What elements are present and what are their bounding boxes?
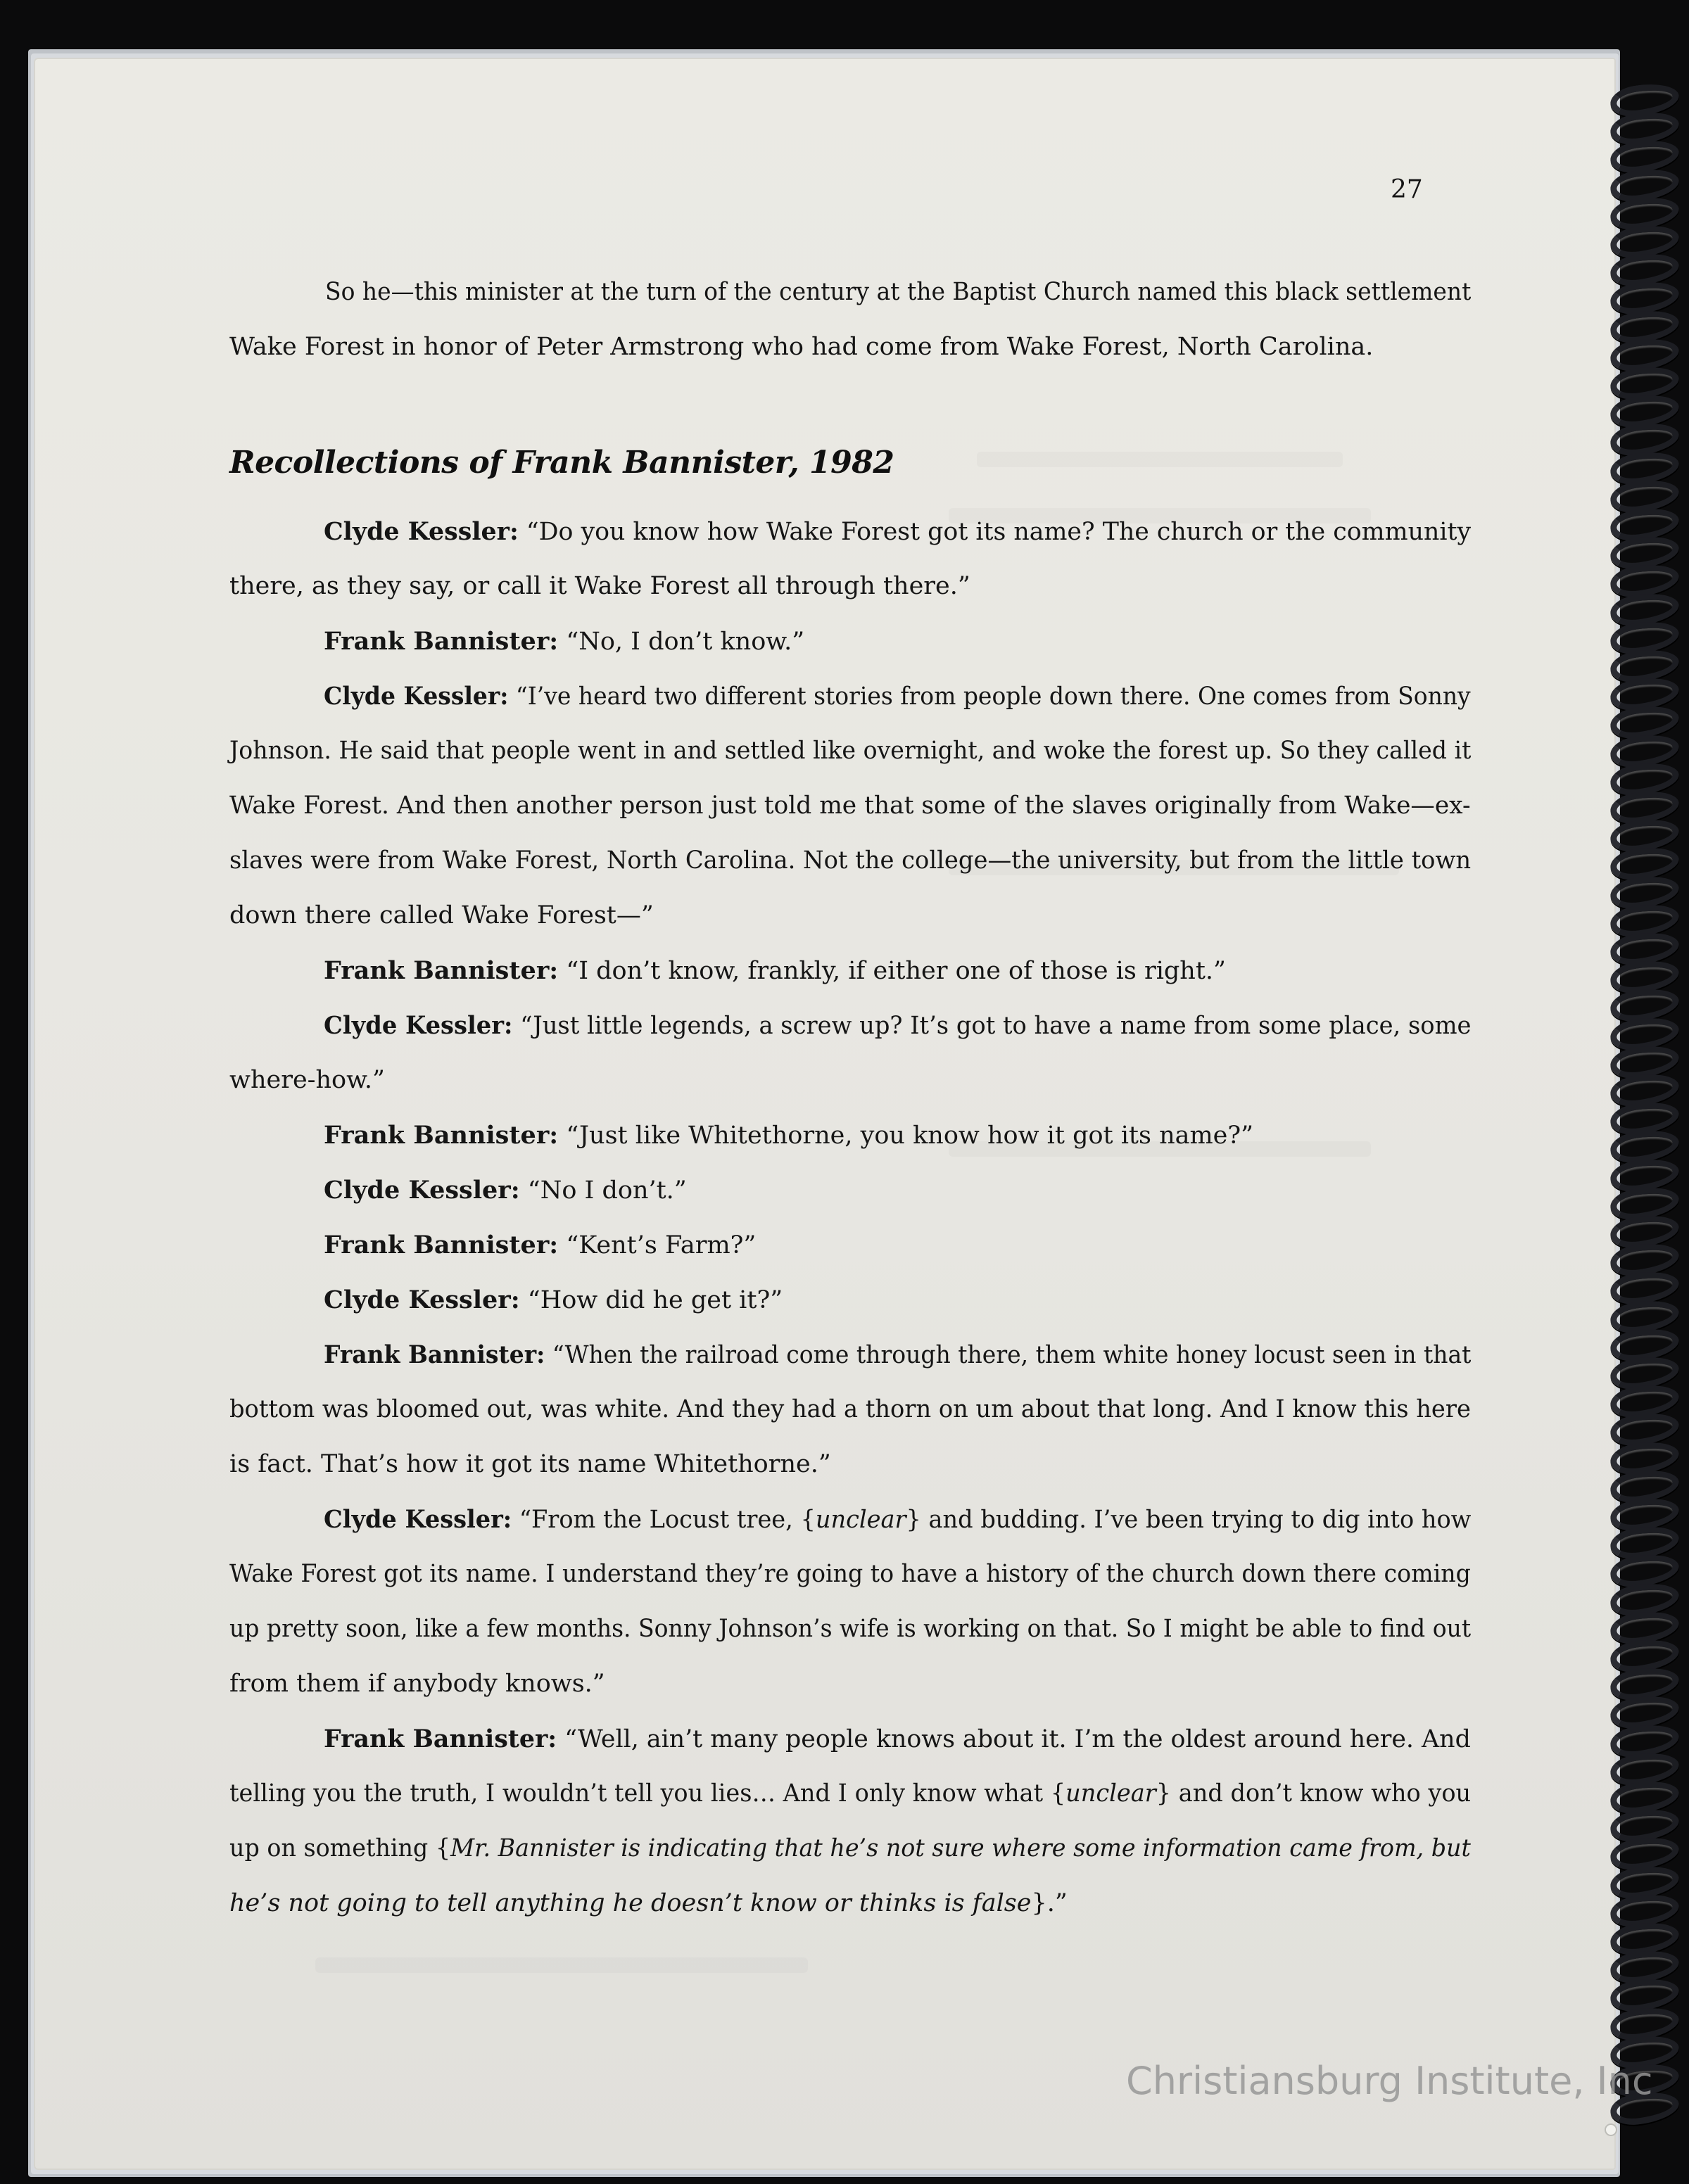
speaker-name: Frank Bannister:: [324, 1340, 545, 1369]
transcript-line: [229, 1562, 1471, 1587]
transcript-turn-line: [324, 958, 1226, 984]
speaker-name: Frank Bannister:: [324, 1725, 557, 1753]
transcript-line: [229, 739, 1471, 763]
transcript-line: [229, 1672, 605, 1696]
transcript-turn-line: [324, 519, 1471, 545]
transcript-turn-line: [324, 684, 1471, 709]
spoken-text: down there called Wake Forest—”: [229, 901, 654, 929]
transcript-line: [229, 1452, 831, 1477]
spoken-text-after: }.”: [1031, 1889, 1068, 1917]
bleed-through: [977, 452, 1343, 467]
speaker-name: Clyde Kessler:: [324, 1176, 520, 1205]
page-number: 27: [1391, 175, 1423, 204]
spoken-text: “Just little legends, a screw up? It’s got to have a name from some place, some: [512, 1012, 1472, 1040]
transcript-line: [229, 574, 970, 599]
spoken-text: there, as they say, or call it Wake Forest all through there.”: [229, 572, 970, 600]
transcript-line: [229, 1891, 1068, 1916]
speaker-name: Frank Bannister:: [324, 1121, 559, 1150]
bleed-through: [315, 1957, 808, 1973]
spoken-text: “I’ve heard two different stories from people down there. One comes from Sonny: [508, 682, 1471, 711]
spoken-text: Wake Forest got its name. I understand they’re going to have a history of the church down there coming: [229, 1560, 1471, 1588]
transcript-line: [229, 1617, 1471, 1642]
spoken-text: slaves were from Wake Forest, North Carolina. Not the college—the university, but from the little town: [229, 846, 1472, 875]
transcript-line: [229, 794, 1471, 818]
transcript-turn-line: [324, 629, 804, 654]
spoken-text: Wake Forest. And then another person just told me that some of the slaves originally from Wake—ex-: [229, 792, 1471, 820]
spoken-text-after: } and budding. I’ve been trying to dig into how: [906, 1506, 1472, 1534]
transcript-line: [229, 903, 654, 928]
section-heading: Recollections of Frank Bannister, 1982: [229, 445, 894, 481]
spoken-text: is fact. That’s how it got its name Whitethorne.”: [229, 1450, 831, 1478]
spoken-text: “Well, ain’t many people knows about it. I’m the oldest around here. And: [557, 1725, 1471, 1753]
intro-line-1: So he—this minister at the turn of the century at the Baptist Church named this black settlement: [325, 278, 1472, 306]
intro-line-2: Wake Forest in honor of Peter Armstrong who had come from Wake Forest, North Carolina.: [229, 333, 1374, 361]
speaker-name: Clyde Kessler:: [324, 1505, 512, 1534]
transcript-turn-line: [324, 1285, 783, 1314]
transcript-turn-line: [324, 1342, 1471, 1368]
transcript-turn-line: [324, 1727, 1471, 1752]
transcript-turn-line: [324, 1013, 1472, 1039]
spoken-text: “Just like Whitethorne, you know how it got its name?”: [558, 1122, 1254, 1150]
spoken-text: “From the Locust tree, {: [512, 1506, 816, 1534]
editorial-note: Mr. Bannister is indicating that he’s not sure where some information came from, but: [450, 1834, 1471, 1862]
spoken-text: up on something {: [229, 1834, 451, 1862]
spoken-text: where-how.”: [229, 1066, 385, 1094]
transcript-line: [229, 1397, 1471, 1422]
spoken-text: “Kent’s Farm?”: [558, 1231, 757, 1259]
speaker-name: Clyde Kessler:: [324, 1011, 513, 1040]
editorial-note: unclear: [1065, 1779, 1156, 1808]
speaker-name: Clyde Kessler:: [324, 517, 519, 546]
transcript-line: [229, 1836, 1471, 1861]
editorial-note: he’s not going to tell anything he doesn’t know or thinks is false: [229, 1889, 1032, 1917]
speaker-name: Clyde Kessler:: [324, 1285, 520, 1314]
transcript-line: [229, 1779, 1472, 1808]
spoken-text: “When the railroad come through there, them white honey locust seen in that: [545, 1341, 1472, 1369]
transcript-line: [229, 846, 1472, 875]
spoken-text: “Do you know how Wake Forest got its name? The church or the community: [518, 518, 1472, 546]
speaker-name: Frank Bannister:: [324, 627, 559, 656]
punch-hole: [1606, 2125, 1616, 2135]
speaker-name: Frank Bannister:: [324, 1231, 559, 1259]
transcript-line: [229, 1068, 385, 1093]
watermark: Christiansburg Institute, Inc: [1126, 2059, 1653, 2103]
spoken-text: from them if anybody knows.”: [229, 1670, 605, 1698]
transcript-turn-line: [324, 1178, 687, 1203]
spiral-binding: [1598, 70, 1689, 2125]
spoken-text: “No I don’t.”: [519, 1176, 687, 1205]
transcript-turn-line: [324, 1123, 1253, 1148]
transcript-turn-line: [324, 1507, 1471, 1532]
spoken-text: “I don’t know, frankly, if either one of those is right.”: [558, 957, 1226, 985]
transcript-turn-line: [324, 1233, 756, 1258]
speaker-name: Frank Bannister:: [324, 956, 559, 985]
spoken-text: telling you the truth, I wouldn’t tell you lies… And I only know what {: [229, 1779, 1066, 1808]
spoken-text: up pretty soon, like a few months. Sonny Johnson’s wife is working on that. So I might be able to find out: [229, 1615, 1472, 1643]
spoken-text: “How did he get it?”: [519, 1286, 783, 1314]
spoken-text: Johnson. He said that people went in and settled like overnight, and woke the forest up. So they called it: [229, 737, 1472, 765]
spoken-text: “No, I don’t know.”: [558, 628, 805, 656]
editorial-note: unclear: [815, 1506, 906, 1534]
spoken-text-after: } and don’t know who you: [1156, 1779, 1472, 1808]
spoken-text: bottom was bloomed out, was white. And they had a thorn on um about that long. And I know this here: [229, 1395, 1471, 1423]
speaker-name: Clyde Kessler:: [324, 682, 509, 711]
